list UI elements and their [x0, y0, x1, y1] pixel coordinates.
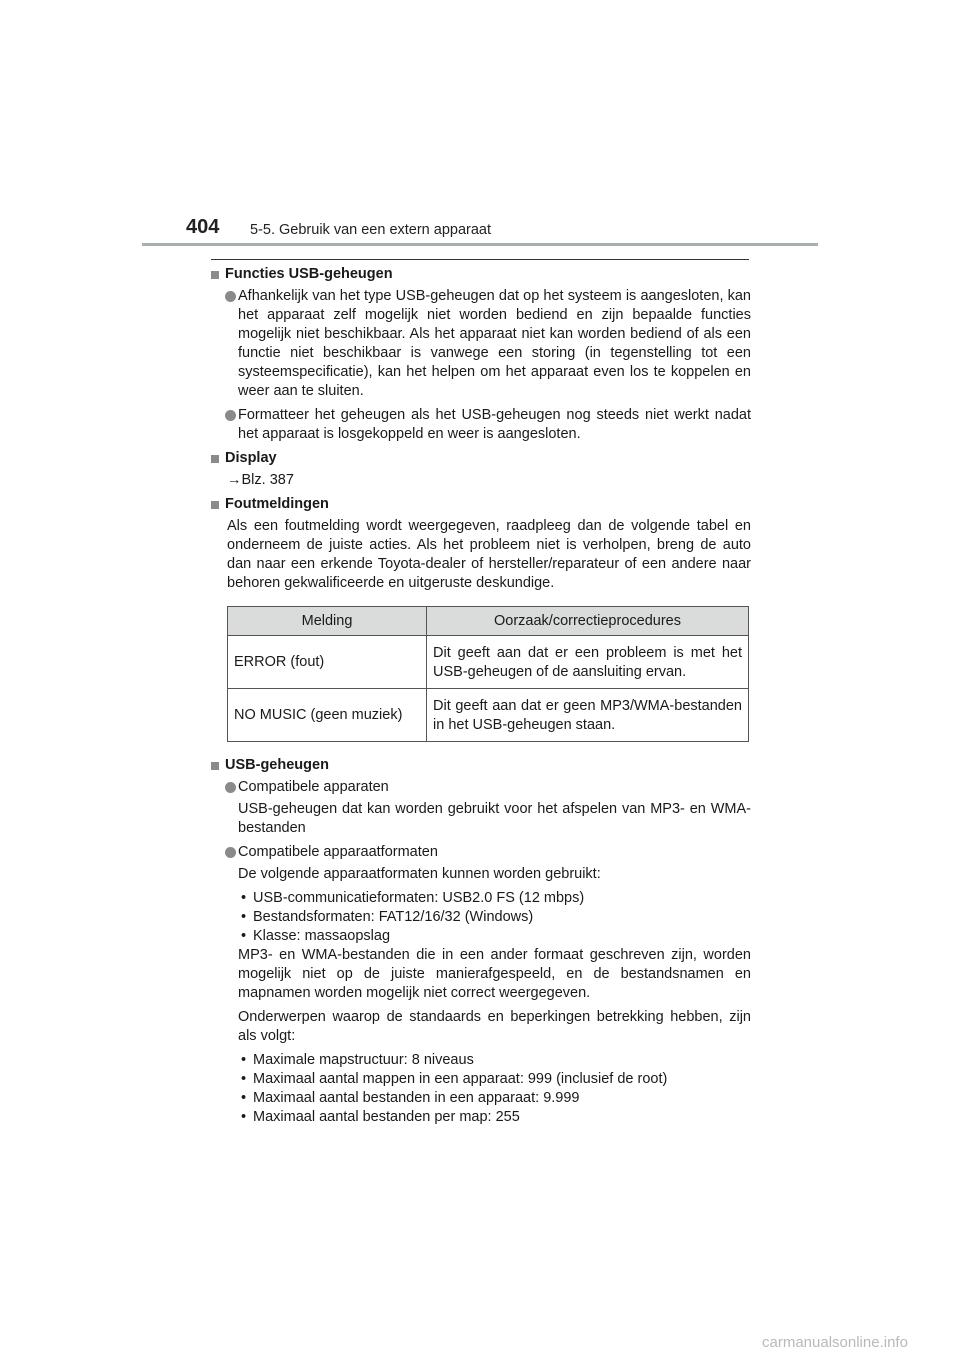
heading-functies: Functies USB-geheugen: [211, 265, 751, 284]
square-bullet-icon: [211, 271, 219, 279]
bullet-item: Compatibele apparaatformaten: [211, 843, 751, 862]
list-item: • Maximaal aantal mappen in een apparaat: 999 (inclusief de root): [238, 1070, 751, 1089]
table-row: [228, 636, 749, 689]
round-bullet-icon: [225, 291, 236, 302]
list-item: • USB-communicatieformaten: USB2.0 FS (12 mbps): [238, 889, 751, 908]
list-item: • Maximaal aantal bestanden per map: 255: [238, 1108, 751, 1127]
limits-list: [211, 1051, 751, 1127]
round-bullet-icon: [225, 782, 236, 793]
formats-intro: De volgende apparaatformaten kunnen worden gebruikt:: [238, 866, 601, 882]
formats-note: MP3- en WMA-bestanden die in een ander formaat geschreven zijn, worden mogelijk niet op de juiste manierafgespeeld, en de bestandsnamen en mapnamen worden mogelijk niet correct weergegeven.: [238, 947, 751, 1001]
foutmeldingen-text: Als een foutmelding wordt weergegeven, raadpleeg dan de volgende tabel en onderneem de juiste acties. Als het probleem niet is verholpen, breng de auto dan naar een erkende Toyota-dealer of hersteller/reparateur of een andere naar behoren gekwalificeerde en uitgeruste deskundige.: [227, 518, 751, 591]
heading-foutmeldingen: Foutmeldingen: [211, 495, 751, 514]
table-header-cell: Oorzaak/correctieprocedures: [427, 607, 749, 636]
formats-list: [211, 889, 751, 946]
table-cell: Dit geeft aan dat er een probleem is met het USB-geheugen of de aansluiting ervan.: [427, 636, 749, 689]
compatibele-apparaten-text: USB-geheugen dat kan worden gebruikt voor het afspelen van MP3- en WMA-bestanden: [238, 801, 751, 836]
limits-intro: Onderwerpen waarop de standaards en beperkingen betrekking hebben, zijn als volgt:: [238, 1009, 751, 1044]
bullet-item: Afhankelijk van het type USB-geheugen dat op het systeem is aangesloten, kan het apparaat zelf mogelijk niet worden bediend en zijn bepaalde functies mogelijk niet beschikbaar. Als het apparaat niet kan worden bediend of als een functie niet beschikbaar is vanwege een storing (in tegenstelling tot een systeemspecificatie), kan het helpen om het apparaat even los te koppelen en weer aan te sluiten.: [211, 287, 751, 401]
table-cell: Dit geeft aan dat er geen MP3/WMA-bestanden in het USB-geheugen staan.: [427, 689, 749, 742]
section-title: 5-5. Gebruik van een extern apparaat: [250, 222, 492, 238]
list-item: • Klasse: massaopslag: [238, 927, 751, 946]
table-cell: NO MUSIC (geen muziek): [228, 689, 427, 742]
page-header: [186, 216, 826, 246]
page-content: [211, 265, 751, 1127]
table-cell: ERROR (fout): [228, 636, 427, 689]
heading-usb-geheugen: USB-geheugen: [211, 756, 751, 775]
round-bullet-icon: [225, 847, 236, 858]
bullet-item: Formatteer het geheugen als het USB-geheugen nog steeds niet werkt nadat het apparaat is losgekoppeld en weer is aangesloten.: [211, 406, 751, 444]
list-item: • Bestandsformaten: FAT12/16/32 (Windows): [238, 908, 751, 927]
header-rule: [142, 243, 818, 246]
error-table: [227, 606, 749, 742]
square-bullet-icon: [211, 455, 219, 463]
round-bullet-icon: [225, 410, 236, 421]
table-header-cell: Melding: [228, 607, 427, 636]
list-item: • Maximale mapstructuur: 8 niveaus: [238, 1051, 751, 1070]
heading-display: Display: [211, 449, 751, 468]
table-header-row: [228, 607, 749, 636]
list-item: • Maximaal aantal bestanden in een apparaat: 9.999: [238, 1089, 751, 1108]
square-bullet-icon: [211, 501, 219, 509]
table-row: [228, 689, 749, 742]
bullet-item: Compatibele apparaten: [211, 778, 751, 797]
watermark: carmanualsonline.info: [762, 1334, 908, 1351]
square-bullet-icon: [211, 762, 219, 770]
content-top-rule: [211, 259, 749, 260]
page-reference: →Blz. 387: [227, 472, 294, 488]
page-number: 404: [186, 216, 220, 238]
